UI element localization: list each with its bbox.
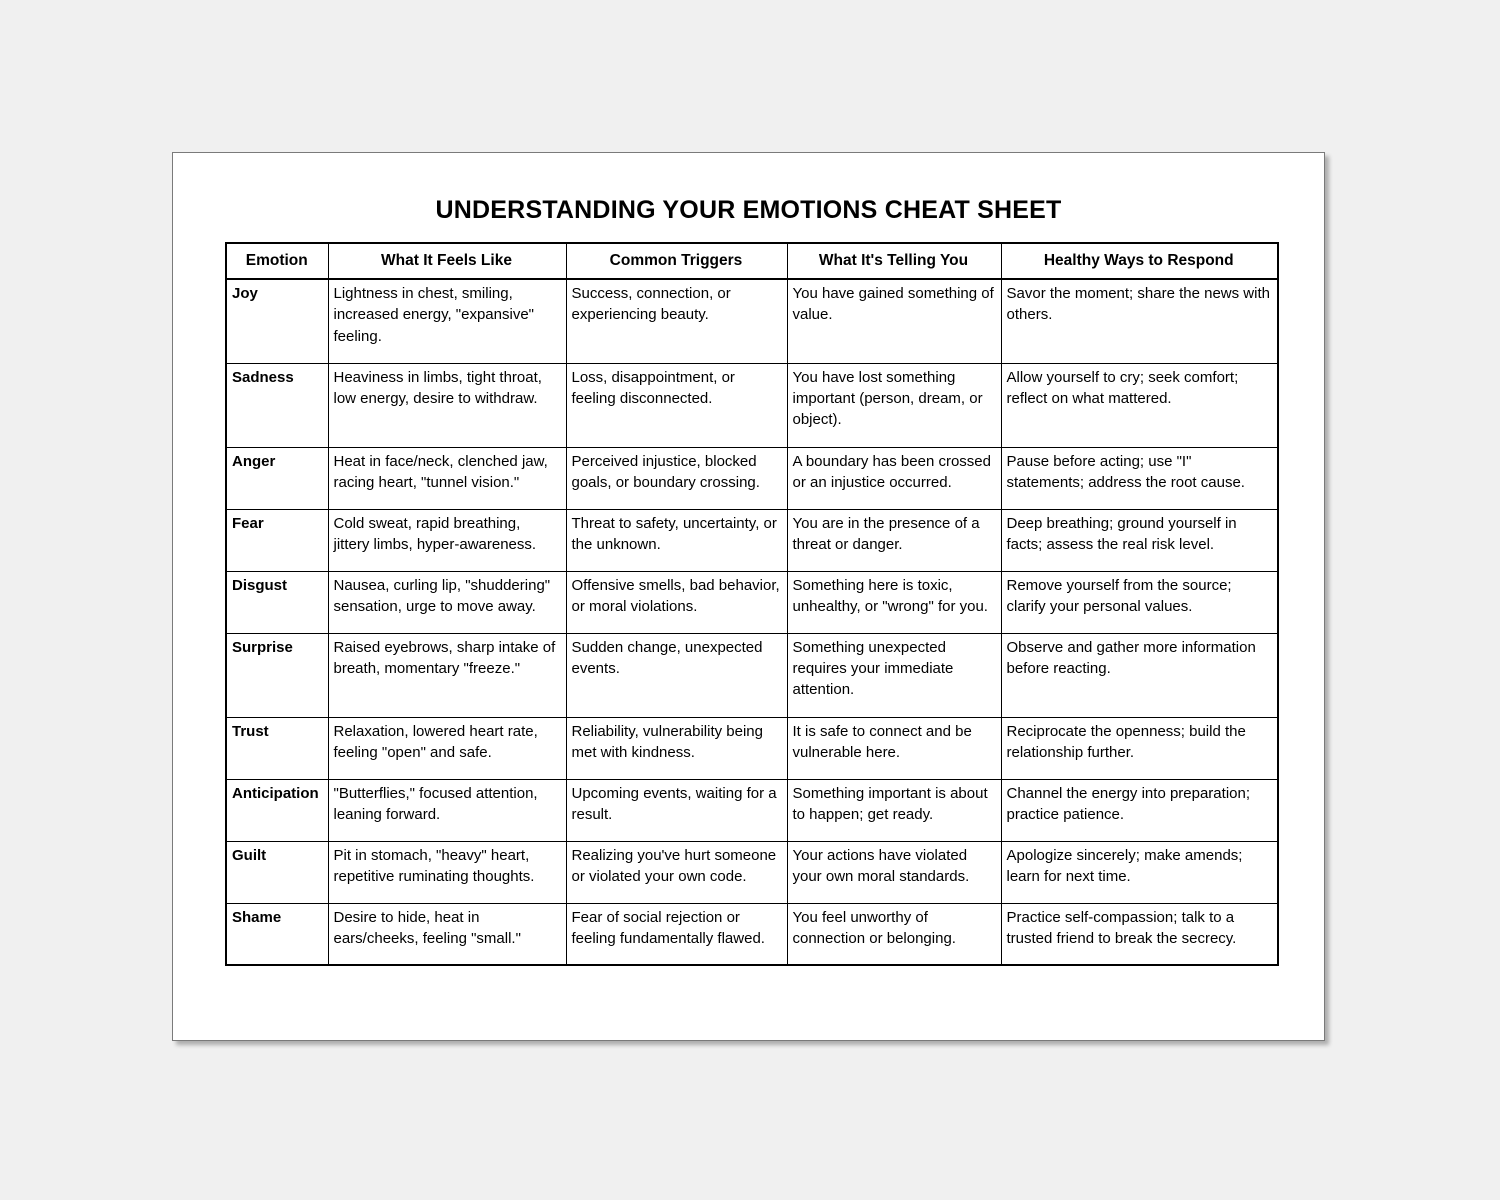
feels-like-cell: Pit in stomach, "heavy" heart, repetitive ruminating thoughts.	[328, 841, 566, 903]
table-row-sadness	[226, 363, 1278, 447]
header-row	[226, 243, 1278, 279]
telling-cell: A boundary has been crossed or an injustice occurred.	[787, 447, 1001, 509]
table-row-anger	[226, 447, 1278, 509]
table-row-joy	[226, 279, 1278, 363]
table-row-disgust	[226, 571, 1278, 633]
emotion-cell: Disgust	[226, 571, 328, 633]
triggers-cell: Loss, disappointment, or feeling disconnected.	[566, 363, 787, 447]
feels-like-cell: Cold sweat, rapid breathing, jittery limbs, hyper-awareness.	[328, 509, 566, 571]
triggers-cell: Sudden change, unexpected events.	[566, 633, 787, 717]
emotion-cell: Surprise	[226, 633, 328, 717]
triggers-cell: Offensive smells, bad behavior, or moral violations.	[566, 571, 787, 633]
table-row-shame	[226, 903, 1278, 965]
table-row-trust	[226, 717, 1278, 779]
triggers-cell: Fear of social rejection or feeling fundamentally flawed.	[566, 903, 787, 965]
respond-cell: Reciprocate the openness; build the relationship further.	[1001, 717, 1278, 779]
telling-cell: It is safe to connect and be vulnerable here.	[787, 717, 1001, 779]
emotion-cell: Trust	[226, 717, 328, 779]
triggers-cell: Reliability, vulnerability being met with kindness.	[566, 717, 787, 779]
emotion-cell: Anticipation	[226, 779, 328, 841]
feels-like-cell: Relaxation, lowered heart rate, feeling "open" and safe.	[328, 717, 566, 779]
emotion-cell: Fear	[226, 509, 328, 571]
feels-like-cell: Nausea, curling lip, "shuddering" sensation, urge to move away.	[328, 571, 566, 633]
telling-cell: Something important is about to happen; get ready.	[787, 779, 1001, 841]
telling-cell: You have gained something of value.	[787, 279, 1001, 363]
triggers-cell: Threat to safety, uncertainty, or the unknown.	[566, 509, 787, 571]
respond-cell: Remove yourself from the source; clarify your personal values.	[1001, 571, 1278, 633]
emotions-table	[225, 242, 1279, 966]
telling-cell: You have lost something important (person, dream, or object).	[787, 363, 1001, 447]
emotion-cell: Shame	[226, 903, 328, 965]
feels-like-cell: Raised eyebrows, sharp intake of breath, momentary "freeze."	[328, 633, 566, 717]
respond-cell: Practice self-compassion; talk to a trusted friend to break the secrecy.	[1001, 903, 1278, 965]
triggers-cell: Realizing you've hurt someone or violated your own code.	[566, 841, 787, 903]
telling-cell: You are in the presence of a threat or danger.	[787, 509, 1001, 571]
table-row-guilt	[226, 841, 1278, 903]
emotion-cell: Anger	[226, 447, 328, 509]
table-row-surprise	[226, 633, 1278, 717]
triggers-cell: Success, connection, or experiencing beauty.	[566, 279, 787, 363]
respond-cell: Apologize sincerely; make amends; learn for next time.	[1001, 841, 1278, 903]
respond-cell: Savor the moment; share the news with others.	[1001, 279, 1278, 363]
column-header-feels-like: What It Feels Like	[328, 243, 566, 279]
document-page	[172, 152, 1325, 1041]
respond-cell: Pause before acting; use "I" statements; address the root cause.	[1001, 447, 1278, 509]
feels-like-cell: "Butterflies," focused attention, leaning forward.	[328, 779, 566, 841]
telling-cell: Your actions have violated your own moral standards.	[787, 841, 1001, 903]
telling-cell: Something unexpected requires your immediate attention.	[787, 633, 1001, 717]
column-header-healthy-ways: Healthy Ways to Respond	[1001, 243, 1278, 279]
respond-cell: Allow yourself to cry; seek comfort; reflect on what mattered.	[1001, 363, 1278, 447]
feels-like-cell: Lightness in chest, smiling, increased energy, "expansive" feeling.	[328, 279, 566, 363]
triggers-cell: Perceived injustice, blocked goals, or boundary crossing.	[566, 447, 787, 509]
emotion-cell: Sadness	[226, 363, 328, 447]
respond-cell: Observe and gather more information before reacting.	[1001, 633, 1278, 717]
column-header-emotion: Emotion	[226, 243, 328, 279]
telling-cell: Something here is toxic, unhealthy, or "wrong" for you.	[787, 571, 1001, 633]
emotion-cell: Guilt	[226, 841, 328, 903]
feels-like-cell: Heaviness in limbs, tight throat, low energy, desire to withdraw.	[328, 363, 566, 447]
table-row-anticipation	[226, 779, 1278, 841]
column-header-common-triggers: Common Triggers	[566, 243, 787, 279]
feels-like-cell: Heat in face/neck, clenched jaw, racing heart, "tunnel vision."	[328, 447, 566, 509]
feels-like-cell: Desire to hide, heat in ears/cheeks, feeling "small."	[328, 903, 566, 965]
emotion-cell: Joy	[226, 279, 328, 363]
telling-cell: You feel unworthy of connection or belonging.	[787, 903, 1001, 965]
triggers-cell: Upcoming events, waiting for a result.	[566, 779, 787, 841]
column-header-telling-you: What It's Telling You	[787, 243, 1001, 279]
page-title: UNDERSTANDING YOUR EMOTIONS CHEAT SHEET	[435, 196, 1062, 224]
respond-cell: Deep breathing; ground yourself in facts; assess the real risk level.	[1001, 509, 1278, 571]
respond-cell: Channel the energy into preparation; practice patience.	[1001, 779, 1278, 841]
table-row-fear	[226, 509, 1278, 571]
